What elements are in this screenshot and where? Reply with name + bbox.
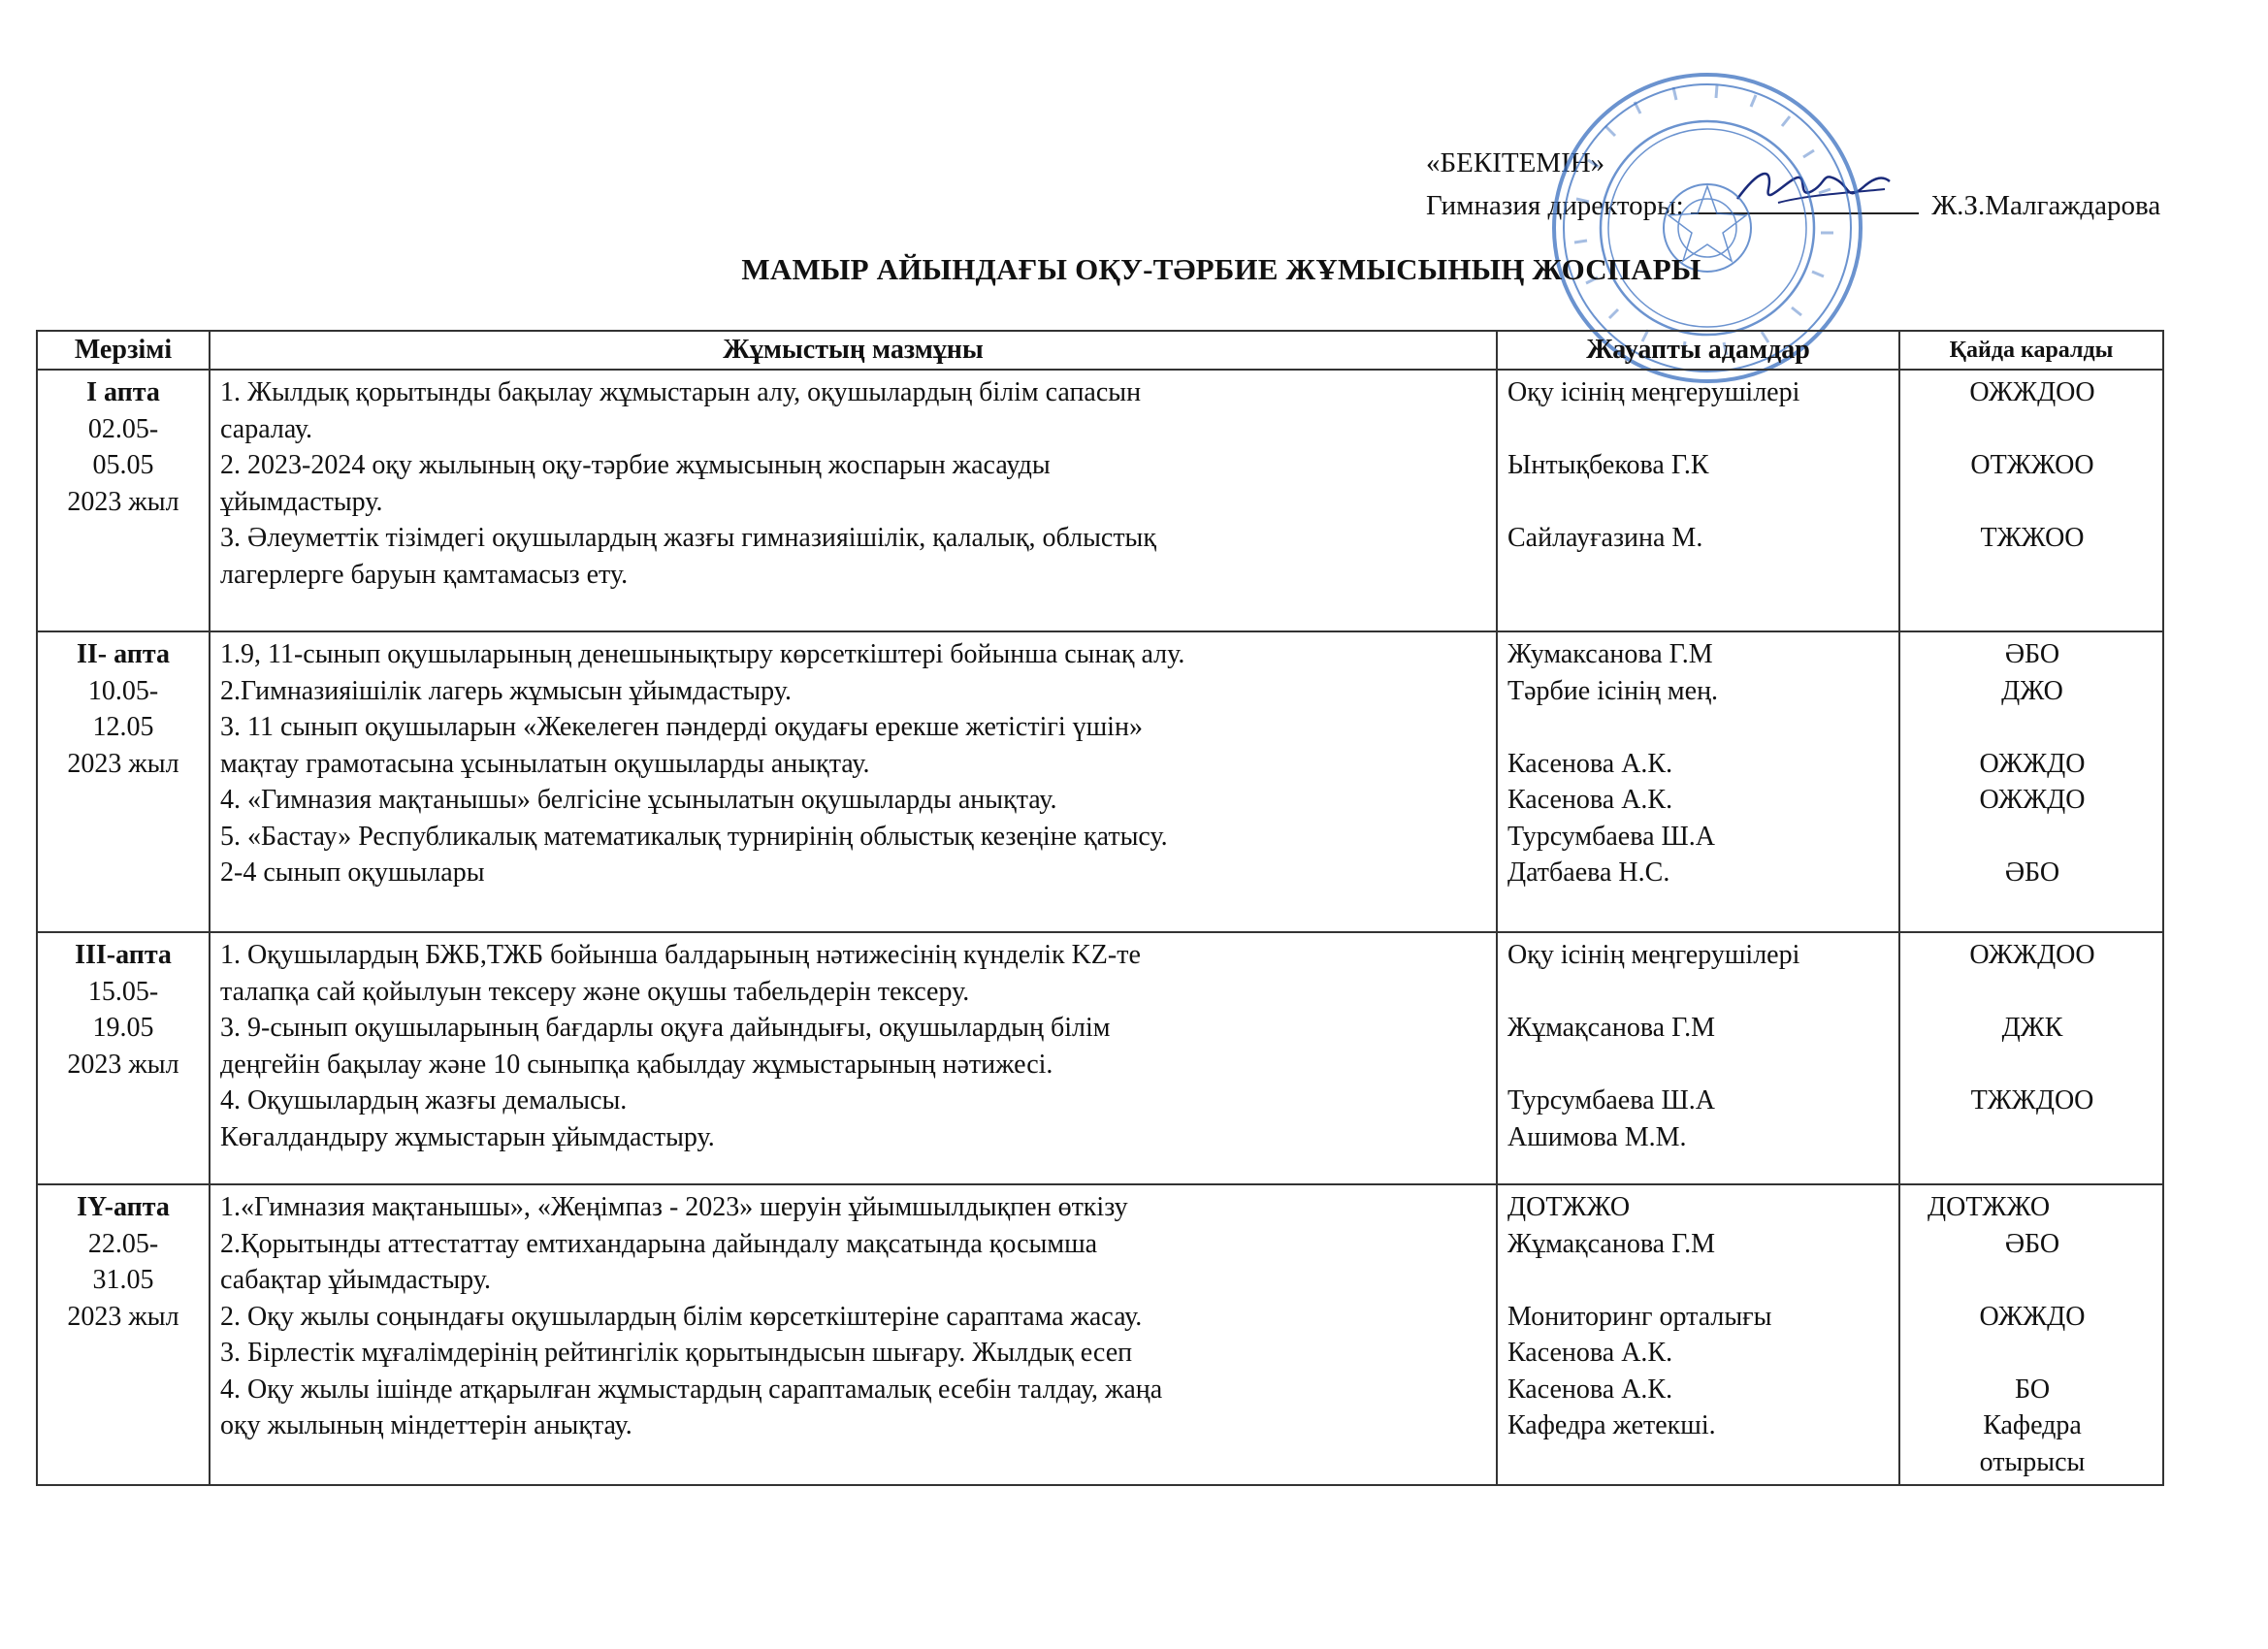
content-cell bbox=[210, 370, 1497, 631]
date-line: 19.05 bbox=[92, 1013, 154, 1043]
period-cell bbox=[37, 932, 210, 1184]
where-line: ОЖЖДО bbox=[1979, 748, 2086, 779]
period-cell bbox=[37, 1184, 210, 1485]
content-line: 4. «Гимназия мақтанышы» белгісіне ұсынылатын оқушыларды анықтау. bbox=[220, 785, 1057, 815]
where-cell bbox=[1899, 631, 2163, 932]
content-line: 2. 2023-2024 оқу жылының оқу-тәрбие жұмысының жоспарын жасауды bbox=[220, 450, 1051, 480]
content-line: оқу жылының міндеттерін анықтау. bbox=[220, 1410, 632, 1440]
director-label: Гимназия директоры: bbox=[1426, 190, 1684, 221]
responsible-line: Касенова А.К. bbox=[1507, 1374, 1673, 1405]
director-line bbox=[1426, 184, 2160, 227]
date-line: 2023 жыл bbox=[67, 748, 179, 779]
header-responsible: Жауапты адамдар bbox=[1497, 331, 1899, 370]
table-row bbox=[37, 932, 2163, 1184]
date-line: 22.05- bbox=[87, 1228, 159, 1259]
spacer bbox=[1507, 974, 1891, 1011]
period-cell bbox=[37, 631, 210, 932]
content-line: 3. 9-сынып оқушыларының бағдарлы оқуға дайындығы, оқушылардың білім bbox=[220, 1013, 1111, 1043]
where-line: ӘБО bbox=[2004, 1228, 2060, 1259]
date-line: 2023 жыл bbox=[67, 1049, 179, 1080]
responsible-line: Ынтықбекова Г.К bbox=[1507, 450, 1709, 480]
responsible-line: Турсумбаева Ш.А bbox=[1507, 821, 1715, 852]
spacer bbox=[1507, 1047, 1891, 1083]
content-line: 2.Қорытынды аттестаттау емтихандарына дайындалу мақсатында қосымша bbox=[220, 1228, 1098, 1259]
date-line: 2023 жыл bbox=[67, 486, 179, 517]
director-name: Ж.З.Малгаждарова bbox=[1931, 190, 2161, 221]
content-line: саралау. bbox=[220, 413, 313, 444]
where-cell bbox=[1899, 370, 2163, 631]
spacer bbox=[1507, 484, 1891, 521]
content-line: 1.9, 11-сынып оқушыларының денешынықтыру көрсеткіштері бойынша сынақ алу. bbox=[220, 639, 1185, 669]
spacer bbox=[1910, 1262, 2155, 1299]
spacer bbox=[1910, 1335, 2155, 1372]
spacer bbox=[1910, 1047, 2155, 1083]
responsible-line: Жумаксанова Г.М bbox=[1507, 639, 1713, 669]
responsible-line: ДОТЖЖО bbox=[1507, 1192, 1631, 1222]
content-line: сабақтар ұйымдастыру. bbox=[220, 1265, 491, 1295]
date-line: 2023 жыл bbox=[67, 1301, 179, 1332]
content-line: 2-4 сынып оқушылары bbox=[220, 857, 485, 888]
header-content: Жұмыстың мазмұны bbox=[210, 331, 1497, 370]
date-line: 10.05- bbox=[87, 675, 159, 706]
content-line: талапқа сай қойылуын тексеру және оқушы табельдерін тексеру. bbox=[220, 976, 970, 1007]
where-line: ӘБО bbox=[2004, 857, 2060, 888]
where-line: ОЖЖДОО bbox=[1969, 377, 2095, 407]
content-line: мақтау грамотасына ұсынылатын оқушыларды анықтау. bbox=[220, 748, 870, 779]
content-cell bbox=[210, 932, 1497, 1184]
content-cell bbox=[210, 1184, 1497, 1485]
where-line: ТЖЖДОО bbox=[1970, 1085, 2094, 1116]
period-cell bbox=[37, 370, 210, 631]
responsible-line: Касенова А.К. bbox=[1507, 1338, 1673, 1368]
responsible-line: Тәрбие ісінің мең. bbox=[1507, 675, 1719, 706]
approval-block bbox=[1426, 142, 2160, 227]
content-cell bbox=[210, 631, 1497, 932]
where-line: ТЖЖОО bbox=[1980, 523, 2085, 553]
signature-line bbox=[1691, 189, 1919, 214]
spacer bbox=[1507, 411, 1891, 448]
table-row bbox=[37, 1184, 2163, 1485]
spacer bbox=[1910, 709, 2155, 746]
content-line: 3. Бірлестік мұғалімдерінің рейтингілік қорытындысын шығару. Жылдық есеп bbox=[220, 1338, 1133, 1368]
responsible-line: Ашимова М.М. bbox=[1507, 1121, 1687, 1152]
week-label: ІІ- апта bbox=[77, 639, 170, 669]
content-line: 2.Гимназияішілік лагерь жұмысын ұйымдастыру. bbox=[220, 675, 792, 706]
responsible-cell bbox=[1497, 370, 1899, 631]
responsible-line: Датбаева Н.С. bbox=[1507, 857, 1670, 888]
responsible-line: Кафедра жетекші. bbox=[1507, 1410, 1716, 1440]
spacer bbox=[1910, 974, 2155, 1011]
spacer bbox=[1910, 819, 2155, 856]
plan-table bbox=[36, 330, 2164, 1486]
responsible-cell bbox=[1497, 631, 1899, 932]
content-line: 3. Әлеуметтік тізімдегі оқушылардың жазғы гимназияішілік, қалалық, облыстық bbox=[220, 523, 1156, 553]
where-line: ӘБО bbox=[2004, 639, 2060, 669]
where-line: отырысы bbox=[1979, 1446, 2086, 1477]
content-line: ұйымдастыру. bbox=[220, 486, 383, 517]
spacer bbox=[1507, 1262, 1891, 1299]
where-line: ОЖЖДО bbox=[1979, 785, 2086, 815]
date-line: 15.05- bbox=[87, 976, 159, 1007]
table-header-row bbox=[37, 331, 2163, 370]
spacer bbox=[1910, 411, 2155, 448]
responsible-cell bbox=[1497, 932, 1899, 1184]
signature-icon bbox=[1730, 160, 1895, 218]
table-row bbox=[37, 631, 2163, 932]
where-cell bbox=[1899, 1184, 2163, 1485]
content-line: деңгейін бақылау және 10 сыныпқа қабылдау жұмыстарының нәтижесі. bbox=[220, 1049, 1053, 1080]
content-line: 1. Оқушылардың БЖБ,ТЖБ бойынша балдарының нәтижесінің күнделік KZ-те bbox=[220, 940, 1141, 970]
responsible-line: Оқу ісінің меңгерушілері bbox=[1507, 940, 1800, 970]
date-line: 05.05 bbox=[92, 450, 154, 480]
table-row bbox=[37, 370, 2163, 631]
where-line: Кафедра bbox=[1983, 1410, 2082, 1440]
responsible-line: Касенова А.К. bbox=[1507, 785, 1673, 815]
where-cell bbox=[1899, 932, 2163, 1184]
content-line: лагерлерге баруын қамтамасыз ету. bbox=[220, 559, 629, 590]
where-line: ОЖЖДОО bbox=[1969, 940, 2095, 970]
where-line: БО bbox=[2014, 1374, 2051, 1405]
responsible-cell bbox=[1497, 1184, 1899, 1485]
week-label: ІІІ-апта bbox=[75, 940, 172, 970]
content-line: 1. Жылдық қорытынды бақылау жұмыстарын алу, оқушылардың білім сапасын bbox=[220, 377, 1142, 407]
week-label: ІY-апта bbox=[77, 1192, 170, 1222]
date-line: 02.05- bbox=[87, 413, 159, 444]
content-line: 2. Оқу жылы соңындағы оқушылардың білім көрсеткіштеріне сараптама жасау. bbox=[220, 1301, 1143, 1332]
where-line: ОЖЖДО bbox=[1979, 1301, 2086, 1332]
responsible-line: Касенова А.К. bbox=[1507, 748, 1673, 779]
content-line: Көгалдандыру жұмыстарын ұйымдастыру. bbox=[220, 1121, 715, 1152]
content-line: 4. Оқу жылы ішінде атқарылған жұмыстардың сараптамалық есебін талдау, жаңа bbox=[220, 1374, 1163, 1405]
where-line: ДЖК bbox=[2001, 1013, 2063, 1043]
where-line: ОТЖЖОО bbox=[1970, 450, 2094, 480]
responsible-line: Жұмақсанова Г.М bbox=[1507, 1013, 1716, 1043]
date-line: 12.05 bbox=[92, 712, 154, 742]
content-line: 3. 11 сынып оқушыларын «Жекелеген пәндерді оқудағы ерекше жетістігі үшін» bbox=[220, 712, 1143, 742]
date-line: 31.05 bbox=[92, 1265, 154, 1295]
header-period: Мерзімі bbox=[37, 331, 210, 370]
responsible-line: Мониторинг орталығы bbox=[1507, 1301, 1772, 1332]
responsible-line: Сайлауғазина М. bbox=[1507, 523, 1703, 553]
content-line: 5. «Бастау» Республикалық математикалық турнирінің облыстық кезеңіне қатысу. bbox=[220, 821, 1168, 852]
responsible-line: Жұмақсанова Г.М bbox=[1507, 1228, 1716, 1259]
content-line: 1.«Гимназия мақтанышы», «Жеңімпаз - 2023» шеруін ұйымшылдықпен өткізу bbox=[220, 1192, 1128, 1222]
responsible-line: Турсумбаева Ш.А bbox=[1507, 1085, 1715, 1116]
page-title: МАМЫР АЙЫНДАҒЫ ОҚУ-ТӘРБИЕ ЖҰМЫСЫНЫҢ ЖОСПАРЫ bbox=[741, 252, 1701, 286]
approve-label: «БЕКІТЕМІН» bbox=[1426, 147, 1605, 178]
responsible-line: Оқу ісінің меңгерушілері bbox=[1507, 377, 1800, 407]
week-label: І апта bbox=[86, 377, 160, 407]
spacer bbox=[1910, 484, 2155, 521]
header-where: Қайда каралды bbox=[1899, 331, 2163, 370]
where-line: ДЖО bbox=[2001, 675, 2063, 706]
where-line: ДОТЖЖО bbox=[1928, 1192, 2051, 1222]
spacer bbox=[1507, 709, 1891, 746]
content-line: 4. Оқушылардың жазғы демалысы. bbox=[220, 1085, 628, 1116]
